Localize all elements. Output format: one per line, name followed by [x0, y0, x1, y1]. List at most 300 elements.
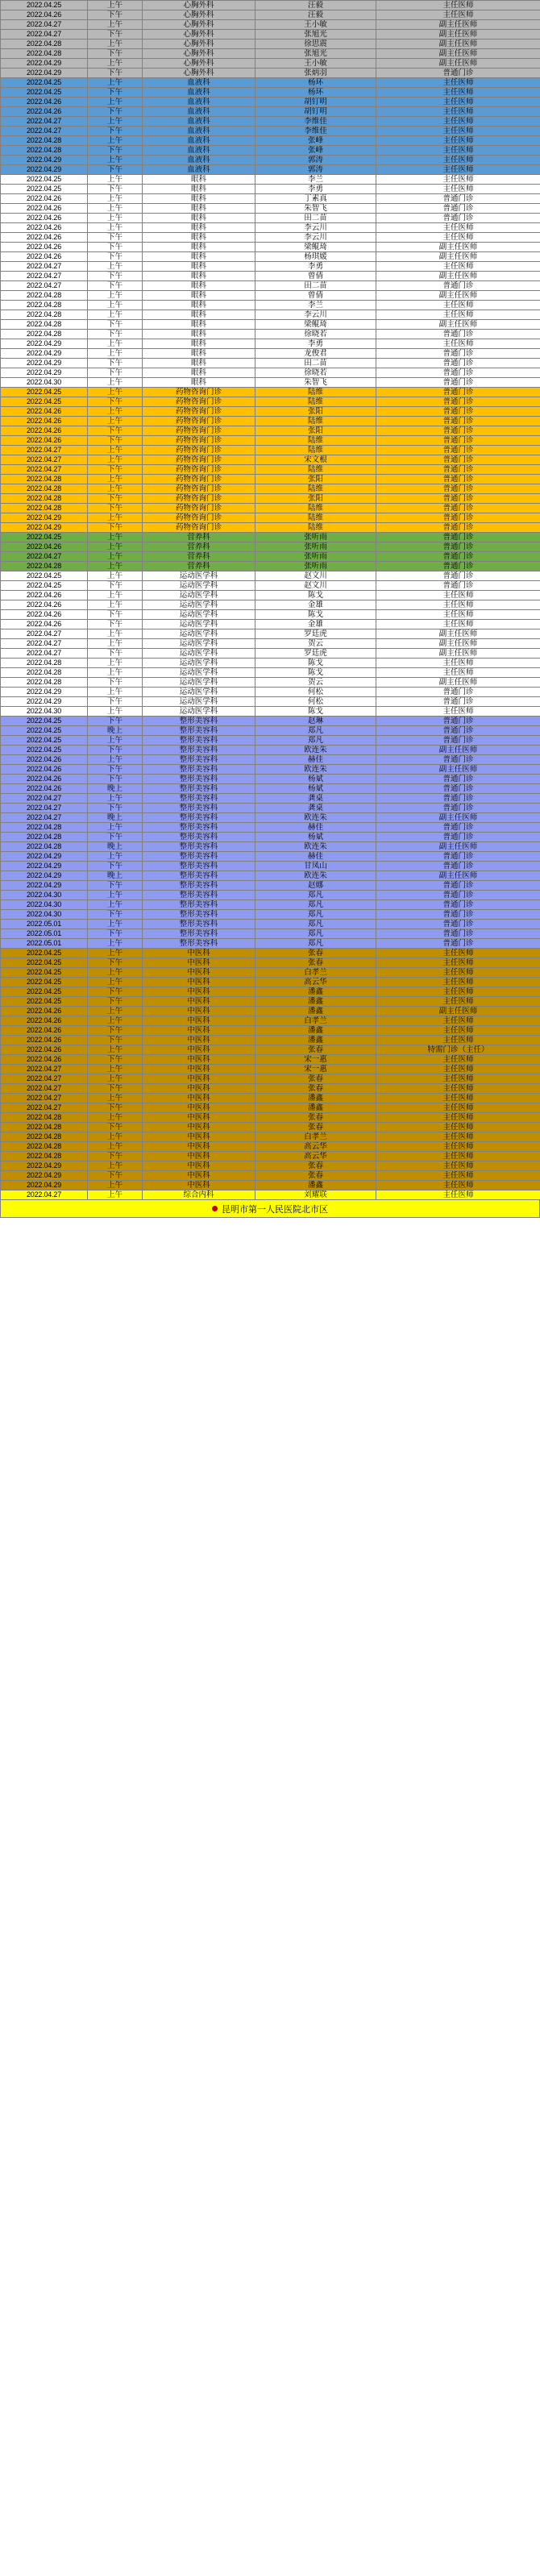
- cell-period: 上午: [88, 20, 143, 30]
- cell-period: 上午: [88, 223, 143, 233]
- cell-clinic-type: 主任医师: [376, 10, 540, 20]
- cell-clinic-type: 副主任医师: [376, 678, 540, 688]
- table-row: [1, 446, 540, 455]
- cell-clinic-type: 普通门诊: [376, 775, 540, 784]
- cell-clinic-type: 主任医师: [376, 1190, 540, 1200]
- cell-doctor: 陆维: [255, 513, 376, 523]
- cell-department: 整形美容科: [143, 746, 255, 755]
- cell-doctor: 杨斌: [255, 833, 376, 842]
- cell-date: 2022.04.28: [1, 136, 88, 146]
- cell-period: 下午: [88, 359, 143, 368]
- cell-period: 下午: [88, 30, 143, 39]
- cell-doctor: 潘鑫: [255, 1181, 376, 1190]
- cell-department: 药物咨询门诊: [143, 436, 255, 446]
- cell-period: 下午: [88, 997, 143, 1007]
- cell-period: 下午: [88, 252, 143, 262]
- cell-doctor: 罗廷虎: [255, 649, 376, 659]
- cell-doctor: 潘鑫: [255, 987, 376, 997]
- cell-clinic-type: 普通门诊: [376, 214, 540, 223]
- cell-department: 中医科: [143, 1074, 255, 1084]
- cell-clinic-type: 主任医师: [376, 1094, 540, 1103]
- table-row: [1, 368, 540, 378]
- cell-doctor: 郑凡: [255, 929, 376, 939]
- table-row: [1, 49, 540, 59]
- cell-department: 血液科: [143, 78, 255, 88]
- cell-department: 眼科: [143, 262, 255, 272]
- table-row: [1, 156, 540, 165]
- cell-period: 上午: [88, 552, 143, 562]
- table-row: [1, 707, 540, 717]
- cell-date: 2022.04.27: [1, 649, 88, 659]
- cell-doctor: 胡钉明: [255, 98, 376, 107]
- cell-period: 下午: [88, 523, 143, 533]
- cell-department: 眼科: [143, 175, 255, 185]
- cell-doctor: 梁鲲琦: [255, 320, 376, 330]
- table-row: [1, 204, 540, 214]
- table-row: [1, 1132, 540, 1142]
- cell-clinic-type: 主任医师: [376, 127, 540, 136]
- cell-date: 2022.04.27: [1, 629, 88, 639]
- cell-department: 药物咨询门诊: [143, 504, 255, 513]
- cell-period: 下午: [88, 804, 143, 813]
- cell-doctor: 张峰: [255, 136, 376, 146]
- cell-doctor: 陆维: [255, 465, 376, 475]
- cell-period: 下午: [88, 69, 143, 78]
- cell-period: 下午: [88, 929, 143, 939]
- cell-department: 中医科: [143, 1113, 255, 1123]
- cell-period: 上午: [88, 407, 143, 417]
- cell-period: 上午: [88, 1045, 143, 1055]
- cell-clinic-type: 副主任医师: [376, 629, 540, 639]
- cell-period: 上午: [88, 349, 143, 359]
- cell-date: 2022.04.28: [1, 842, 88, 852]
- cell-doctor: 田二苗: [255, 281, 376, 291]
- cell-department: 整形美容科: [143, 755, 255, 765]
- cell-department: 运动医学科: [143, 649, 255, 659]
- cell-doctor: 丁素真: [255, 194, 376, 204]
- cell-clinic-type: 主任医师: [376, 1132, 540, 1142]
- cell-period: 下午: [88, 1084, 143, 1094]
- cell-date: 2022.04.26: [1, 765, 88, 775]
- cell-date: 2022.04.28: [1, 668, 88, 678]
- cell-clinic-type: 主任医师: [376, 1161, 540, 1171]
- cell-clinic-type: 主任医师: [376, 1142, 540, 1152]
- table-row: [1, 1113, 540, 1123]
- cell-department: 药物咨询门诊: [143, 523, 255, 533]
- table-row: [1, 978, 540, 987]
- table-row: [1, 591, 540, 600]
- cell-clinic-type: 主任医师: [376, 117, 540, 127]
- cell-date: 2022.04.29: [1, 697, 88, 707]
- table-row: [1, 330, 540, 339]
- cell-department: 营养科: [143, 552, 255, 562]
- cell-department: 中医科: [143, 1055, 255, 1065]
- table-row: [1, 678, 540, 688]
- cell-period: 上午: [88, 736, 143, 746]
- cell-period: 上午: [88, 688, 143, 697]
- cell-period: 上午: [88, 98, 143, 107]
- cell-department: 运动医学科: [143, 688, 255, 697]
- cell-clinic-type: 普通门诊: [376, 359, 540, 368]
- table-row: [1, 426, 540, 436]
- cell-department: 中医科: [143, 1171, 255, 1181]
- cell-date: 2022.04.29: [1, 349, 88, 359]
- cell-date: 2022.04.25: [1, 78, 88, 88]
- table-row: [1, 1036, 540, 1045]
- cell-clinic-type: 副主任医师: [376, 649, 540, 659]
- cell-doctor: 张春: [255, 1084, 376, 1094]
- cell-clinic-type: 主任医师: [376, 987, 540, 997]
- table-row: [1, 214, 540, 223]
- cell-doctor: 张春: [255, 1123, 376, 1132]
- cell-period: 下午: [88, 330, 143, 339]
- cell-clinic-type: 副主任医师: [376, 30, 540, 39]
- cell-clinic-type: 普通门诊: [376, 562, 540, 571]
- cell-doctor: 龚桌: [255, 794, 376, 804]
- cell-doctor: 张春: [255, 949, 376, 958]
- table-row: [1, 581, 540, 591]
- cell-clinic-type: 主任医师: [376, 88, 540, 98]
- cell-date: 2022.04.28: [1, 1142, 88, 1152]
- cell-doctor: 杨环: [255, 88, 376, 98]
- cell-department: 中医科: [143, 1103, 255, 1113]
- cell-clinic-type: 副主任医师: [376, 291, 540, 301]
- cell-date: 2022.04.27: [1, 446, 88, 455]
- cell-department: 整形美容科: [143, 862, 255, 871]
- cell-period: 上午: [88, 446, 143, 455]
- cell-period: 上午: [88, 1142, 143, 1152]
- cell-period: 下午: [88, 426, 143, 436]
- cell-doctor: 何松: [255, 688, 376, 697]
- cell-clinic-type: 主任医师: [376, 659, 540, 668]
- cell-department: 心胸外科: [143, 1, 255, 10]
- cell-date: 2022.04.25: [1, 388, 88, 397]
- cell-department: 眼科: [143, 243, 255, 252]
- cell-period: 下午: [88, 1103, 143, 1113]
- cell-period: 上午: [88, 39, 143, 49]
- cell-period: 上午: [88, 1065, 143, 1074]
- table-row: [1, 842, 540, 852]
- cell-department: 中医科: [143, 1084, 255, 1094]
- table-row: [1, 900, 540, 910]
- cell-doctor: 张春: [255, 1161, 376, 1171]
- cell-date: 2022.04.26: [1, 436, 88, 446]
- cell-doctor: 潘鑫: [255, 1007, 376, 1016]
- cell-date: 2022.04.26: [1, 1016, 88, 1026]
- cell-period: 上午: [88, 291, 143, 301]
- table-row: [1, 494, 540, 504]
- cell-department: 药物咨询门诊: [143, 407, 255, 417]
- cell-date: 2022.04.29: [1, 881, 88, 891]
- table-row: [1, 736, 540, 746]
- cell-department: 药物咨询门诊: [143, 397, 255, 407]
- cell-clinic-type: 普通门诊: [376, 852, 540, 862]
- cell-period: 上午: [88, 484, 143, 494]
- cell-clinic-type: 主任医师: [376, 310, 540, 320]
- cell-clinic-type: 普通门诊: [376, 533, 540, 542]
- cell-department: 整形美容科: [143, 736, 255, 746]
- cell-clinic-type: 副主任医师: [376, 49, 540, 59]
- cell-doctor: 张听雨: [255, 562, 376, 571]
- cell-clinic-type: 普通门诊: [376, 939, 540, 949]
- cell-clinic-type: 普通门诊: [376, 910, 540, 920]
- cell-doctor: 朱智飞: [255, 204, 376, 214]
- cell-date: 2022.04.28: [1, 1123, 88, 1132]
- clinic-schedule-sheet: [0, 0, 540, 1218]
- cell-period: 下午: [88, 465, 143, 475]
- cell-date: 2022.04.25: [1, 968, 88, 978]
- cell-date: 2022.04.27: [1, 1084, 88, 1094]
- cell-department: 整形美容科: [143, 939, 255, 949]
- table-row: [1, 610, 540, 620]
- cell-period: 上午: [88, 968, 143, 978]
- table-row: [1, 688, 540, 697]
- cell-department: 运动医学科: [143, 571, 255, 581]
- cell-clinic-type: 主任医师: [376, 223, 540, 233]
- cell-department: 整形美容科: [143, 881, 255, 891]
- cell-department: 综合内科: [143, 1190, 255, 1200]
- cell-date: 2022.04.25: [1, 185, 88, 194]
- cell-date: 2022.04.28: [1, 504, 88, 513]
- cell-doctor: 陆维: [255, 484, 376, 494]
- table-row: [1, 871, 540, 881]
- cell-doctor: 甘凤山: [255, 862, 376, 871]
- cell-date: 2022.04.25: [1, 949, 88, 958]
- cell-department: 眼科: [143, 320, 255, 330]
- cell-doctor: 高云华: [255, 1142, 376, 1152]
- cell-period: 上午: [88, 659, 143, 668]
- table-row: [1, 649, 540, 659]
- cell-period: 下午: [88, 49, 143, 59]
- hospital-name: 昆明市第一人民医院北市区: [222, 1204, 328, 1215]
- cell-period: 上午: [88, 949, 143, 958]
- cell-period: 下午: [88, 436, 143, 446]
- cell-date: 2022.04.27: [1, 127, 88, 136]
- cell-doctor: 朱智飞: [255, 378, 376, 388]
- cell-clinic-type: 主任医师: [376, 1016, 540, 1026]
- cell-doctor: 张听雨: [255, 552, 376, 562]
- cell-department: 血液科: [143, 146, 255, 156]
- cell-doctor: 潘鑫: [255, 997, 376, 1007]
- cell-doctor: 李云川: [255, 310, 376, 320]
- cell-department: 药物咨询门诊: [143, 494, 255, 504]
- cell-clinic-type: 主任医师: [376, 949, 540, 958]
- cell-date: 2022.04.29: [1, 852, 88, 862]
- cell-clinic-type: 普通门诊: [376, 736, 540, 746]
- cell-department: 营养科: [143, 533, 255, 542]
- cell-department: 运动医学科: [143, 659, 255, 668]
- cell-doctor: 李勇: [255, 339, 376, 349]
- table-row: [1, 10, 540, 20]
- table-row: [1, 504, 540, 513]
- cell-clinic-type: 主任医师: [376, 339, 540, 349]
- cell-clinic-type: 普通门诊: [376, 397, 540, 407]
- cell-department: 中医科: [143, 1094, 255, 1103]
- cell-date: 2022.04.27: [1, 1094, 88, 1103]
- cell-date: 2022.04.26: [1, 591, 88, 600]
- cell-clinic-type: 主任医师: [376, 1152, 540, 1161]
- table-row: [1, 697, 540, 707]
- cell-period: 下午: [88, 1055, 143, 1065]
- cell-department: 运动医学科: [143, 581, 255, 591]
- cell-clinic-type: 主任医师: [376, 1181, 540, 1190]
- cell-clinic-type: 主任医师: [376, 997, 540, 1007]
- cell-department: 药物咨询门诊: [143, 426, 255, 436]
- cell-period: 上午: [88, 1190, 143, 1200]
- table-row: [1, 600, 540, 610]
- cell-date: 2022.04.26: [1, 755, 88, 765]
- table-row: [1, 388, 540, 397]
- table-row: [1, 417, 540, 426]
- cell-clinic-type: 普通门诊: [376, 368, 540, 378]
- cell-department: 整形美容科: [143, 784, 255, 794]
- cell-doctor: 杨斌: [255, 775, 376, 784]
- cell-clinic-type: 主任医师: [376, 1055, 540, 1065]
- cell-date: 2022.04.28: [1, 484, 88, 494]
- cell-doctor: 张春: [255, 958, 376, 968]
- cell-doctor: 赵文川: [255, 571, 376, 581]
- cell-period: 下午: [88, 10, 143, 20]
- cell-date: 2022.04.26: [1, 252, 88, 262]
- cell-doctor: 汪毅: [255, 1, 376, 10]
- cell-date: 2022.04.25: [1, 581, 88, 591]
- cell-date: 2022.04.26: [1, 243, 88, 252]
- cell-period: 下午: [88, 272, 143, 281]
- table-row: [1, 1190, 540, 1200]
- cell-doctor: 刘耀联: [255, 1190, 376, 1200]
- cell-clinic-type: 普通门诊: [376, 726, 540, 736]
- cell-department: 营养科: [143, 542, 255, 552]
- cell-date: 2022.04.25: [1, 397, 88, 407]
- location-marker-icon: [212, 1206, 218, 1211]
- cell-department: 血液科: [143, 98, 255, 107]
- cell-department: 运动医学科: [143, 620, 255, 629]
- table-row: [1, 562, 540, 571]
- cell-doctor: 陈戈: [255, 707, 376, 717]
- cell-date: 2022.04.26: [1, 784, 88, 794]
- cell-department: 运动医学科: [143, 629, 255, 639]
- cell-period: 上午: [88, 939, 143, 949]
- cell-department: 眼科: [143, 281, 255, 291]
- cell-date: 2022.04.26: [1, 1045, 88, 1055]
- cell-doctor: 张春: [255, 1171, 376, 1181]
- cell-department: 中医科: [143, 1016, 255, 1026]
- cell-period: 上午: [88, 823, 143, 833]
- cell-period: 下午: [88, 1036, 143, 1045]
- cell-doctor: 张听雨: [255, 533, 376, 542]
- table-row: [1, 1161, 540, 1171]
- cell-date: 2022.04.25: [1, 958, 88, 968]
- cell-period: 下午: [88, 581, 143, 591]
- cell-date: 2022.04.25: [1, 88, 88, 98]
- cell-department: 药物咨询门诊: [143, 484, 255, 494]
- cell-clinic-type: 主任医师: [376, 958, 540, 968]
- cell-clinic-type: 普通门诊: [376, 900, 540, 910]
- cell-department: 整形美容科: [143, 900, 255, 910]
- cell-period: 上午: [88, 262, 143, 272]
- cell-department: 眼科: [143, 185, 255, 194]
- cell-clinic-type: 副主任医师: [376, 765, 540, 775]
- cell-date: 2022.04.28: [1, 494, 88, 504]
- cell-period: 下午: [88, 165, 143, 175]
- cell-clinic-type: 普通门诊: [376, 465, 540, 475]
- cell-date: 2022.04.28: [1, 39, 88, 49]
- cell-clinic-type: 普通门诊: [376, 794, 540, 804]
- cell-doctor: 王小敏: [255, 20, 376, 30]
- cell-doctor: 陆维: [255, 417, 376, 426]
- cell-period: 上午: [88, 591, 143, 600]
- cell-department: 血液科: [143, 117, 255, 127]
- cell-doctor: 赫佳: [255, 755, 376, 765]
- cell-clinic-type: 主任医师: [376, 185, 540, 194]
- cell-clinic-type: 主任医师: [376, 233, 540, 243]
- cell-clinic-type: 普通门诊: [376, 407, 540, 417]
- cell-department: 运动医学科: [143, 610, 255, 620]
- cell-date: 2022.04.29: [1, 1161, 88, 1171]
- cell-clinic-type: 主任医师: [376, 591, 540, 600]
- cell-clinic-type: 主任医师: [376, 165, 540, 175]
- cell-period: 上午: [88, 136, 143, 146]
- cell-department: 中医科: [143, 958, 255, 968]
- cell-period: 上午: [88, 891, 143, 900]
- cell-clinic-type: 主任医师: [376, 668, 540, 678]
- cell-clinic-type: 普通门诊: [376, 717, 540, 726]
- table-row: [1, 59, 540, 69]
- cell-period: 下午: [88, 107, 143, 117]
- cell-clinic-type: 主任医师: [376, 1, 540, 10]
- cell-date: 2022.04.28: [1, 330, 88, 339]
- table-row: [1, 252, 540, 262]
- cell-period: 上午: [88, 417, 143, 426]
- cell-department: 中医科: [143, 1132, 255, 1142]
- cell-doctor: 宋一惠: [255, 1055, 376, 1065]
- cell-period: 下午: [88, 281, 143, 291]
- table-row: [1, 136, 540, 146]
- cell-date: 2022.04.29: [1, 688, 88, 697]
- cell-period: 上午: [88, 475, 143, 484]
- cell-doctor: 潘鑫: [255, 1036, 376, 1045]
- cell-period: 上午: [88, 629, 143, 639]
- cell-date: 2022.04.26: [1, 1036, 88, 1045]
- cell-date: 2022.04.29: [1, 156, 88, 165]
- cell-department: 血液科: [143, 156, 255, 165]
- cell-date: 2022.04.28: [1, 291, 88, 301]
- cell-clinic-type: 主任医师: [376, 107, 540, 117]
- cell-period: 上午: [88, 1113, 143, 1123]
- cell-department: 药物咨询门诊: [143, 417, 255, 426]
- cell-doctor: 潘鑫: [255, 1103, 376, 1113]
- cell-date: 2022.04.26: [1, 426, 88, 436]
- cell-department: 整形美容科: [143, 920, 255, 929]
- table-row: [1, 659, 540, 668]
- cell-doctor: 陆维: [255, 397, 376, 407]
- cell-clinic-type: 普通门诊: [376, 929, 540, 939]
- cell-department: 中医科: [143, 1036, 255, 1045]
- cell-date: 2022.04.28: [1, 1132, 88, 1142]
- cell-clinic-type: 普通门诊: [376, 823, 540, 833]
- cell-doctor: 郑凡: [255, 900, 376, 910]
- cell-clinic-type: 主任医师: [376, 1074, 540, 1084]
- cell-department: 血液科: [143, 107, 255, 117]
- cell-doctor: 张旭光: [255, 30, 376, 39]
- cell-clinic-type: 普通门诊: [376, 513, 540, 523]
- cell-period: 上午: [88, 1161, 143, 1171]
- cell-doctor: 李兰: [255, 175, 376, 185]
- table-row: [1, 378, 540, 388]
- cell-doctor: 贺云: [255, 639, 376, 649]
- cell-period: 下午: [88, 746, 143, 755]
- table-row: [1, 1065, 540, 1074]
